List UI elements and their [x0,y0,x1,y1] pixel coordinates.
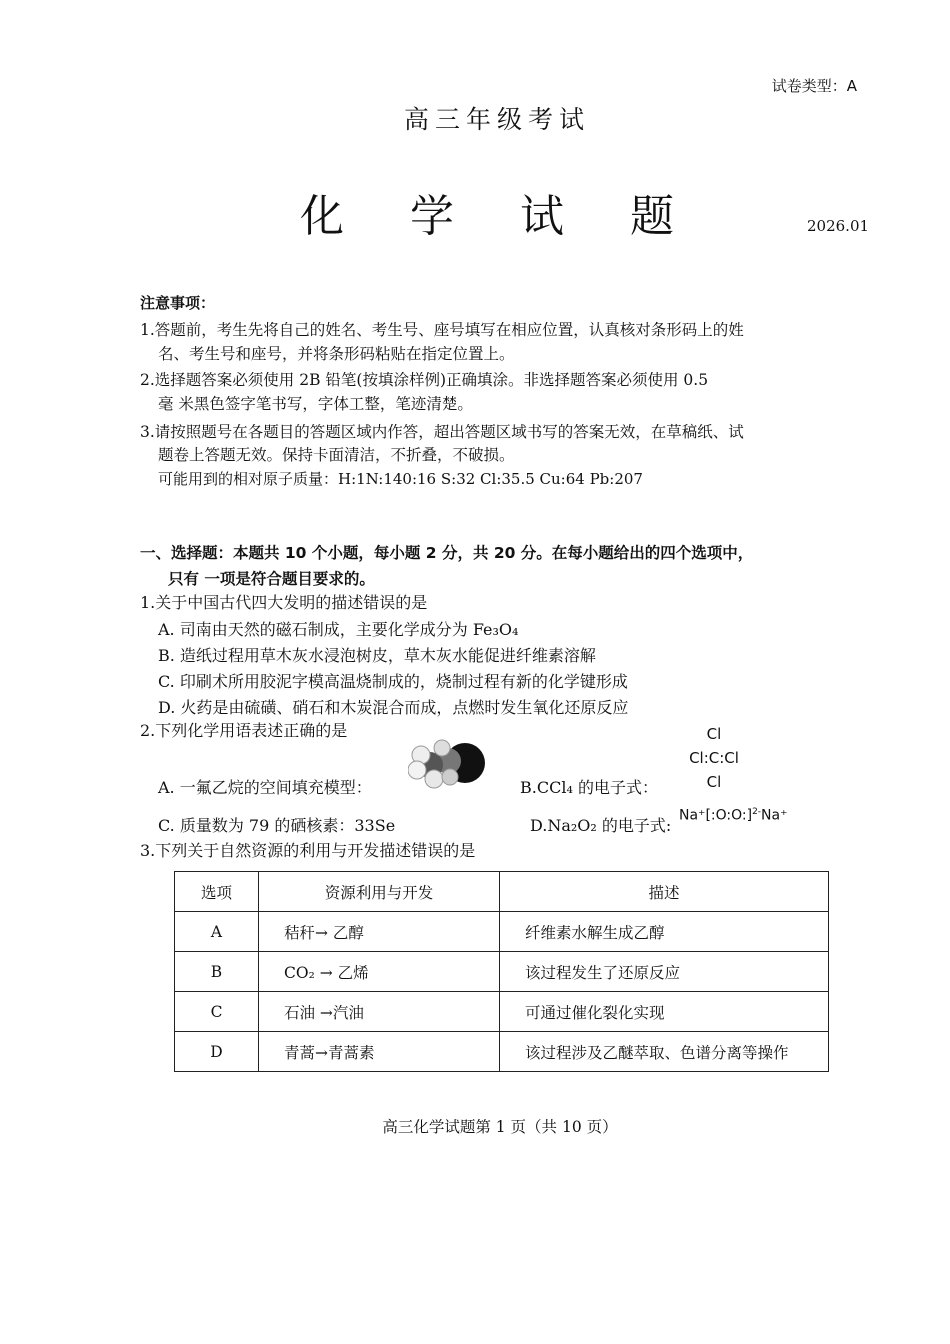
ccl4-top: Cl [706,725,722,743]
ccl4-mid: Cl:C:Cl [689,749,739,767]
table-cell: 可通过催化裂化实现 [500,992,829,1032]
q1-option-a: A. 司南由天然的磁石制成，主要化学成分为 Fe₃O₄ [158,620,519,639]
note-2-line2: 毫 米黑色签字笔书写，字体工整，笔迹清楚。 [158,395,473,413]
na2o2-left: Na⁺[:O:O:] [679,807,753,824]
table-cell: C [175,992,259,1032]
note-3-line2: 题卷上答题无效。保持卡面清洁，不折叠，不破损。 [158,446,515,464]
table-cell: D [175,1032,259,1072]
q2-option-b: B.CCl₄ 的电子式： [520,778,658,797]
table-cell: 青蒿→青蒿素 [259,1032,500,1072]
note-1-line1: 1.答题前，考生先将自己的姓名、考生号、座号填写在相应位置，认真核对条形码上的姓 [140,321,744,339]
q3-table [174,871,829,1072]
ccl4-electron-formula [674,722,754,794]
q2-option-c: C. 质量数为 79 的硒核素：33Se [158,816,396,835]
table-cell: B [175,952,259,992]
table-header-row [175,872,829,912]
q1-option-c: C. 印刷术所用胶泥字模高温烧制成的，烧制过程有新的化学键形成 [158,672,628,691]
table-row [175,992,829,1032]
q1-stem: 1.关于中国古代四大发明的描述错误的是 [140,593,428,612]
fluoroethane-model-image [408,737,488,791]
note-3-line1: 3.请按照题号在各题目的答题区域内作答，超出答题区域书写的答案无效，在草稿纸、试 [140,423,744,441]
note-1-line2: 名、考生号和座号，并将条形码粘贴在指定位置上。 [158,345,515,363]
paper-type: 试卷类型：A [771,77,857,95]
table-cell: 秸秆→ 乙醇 [259,912,500,952]
table-row [175,952,829,992]
section-heading-line1: 一、选择题：本题共 10 个小题，每小题 2 分，共 20 分。在每小题给出的四个选项中， [140,544,754,562]
table-cell: CO₂ → 乙烯 [259,952,500,992]
page-footer: 高三化学试题第 1 页（共 10 页） [382,1118,618,1136]
table-cell: 石油 →汽油 [259,992,500,1032]
table-row [175,1032,829,1072]
ccl4-bottom: Cl [706,773,722,791]
na2o2-electron-formula [679,807,788,824]
note-2-line1: 2.选择题答案必须使用 2B 铅笔(按填涂样例)正确填涂。非选择题答案必须使用 0.5 [140,371,709,389]
q3-stem: 3.下列关于自然资源的利用与开发描述错误的是 [140,841,476,860]
notes-heading: 注意事项： [140,294,216,312]
table-cell: A [175,912,259,952]
atomic-masses: 可能用到的相对原子质量：H:1N:140:16 S:32 Cl:35.5 Cu:64 Pb:207 [158,470,643,488]
page-title: 化 学 试 题 [300,191,700,242]
exam-subtitle: 高三年级考试 [403,105,590,134]
table-header: 资源利用与开发 [259,872,500,912]
table-cell: 纤维素水解生成乙醇 [500,912,829,952]
q2-option-d: D.Na₂O₂ 的电子式: [530,816,672,835]
q1-option-d: D. 火药是由硫磺、硝石和木炭混合而成，点燃时发生氧化还原反应 [158,698,629,717]
section-heading [140,540,753,592]
table-header: 描述 [500,872,829,912]
table-cell: 该过程涉及乙醚萃取、色谱分离等操作 [500,1032,829,1072]
na2o2-right: Na⁺ [761,807,788,824]
q2-stem: 2.下列化学用语表述正确的是 [140,721,348,740]
na2o2-charge: 2- [752,807,762,817]
table-row [175,912,829,952]
q2-option-a: A. 一氟乙烷的空间填充模型： [158,778,372,797]
q1-option-b: B. 造纸过程用草木灰水浸泡树皮，草木灰水能促进纤维素溶解 [158,646,596,665]
table-cell: 该过程发生了还原反应 [500,952,829,992]
exam-date: 2026.01 [807,217,870,235]
section-heading-line2: 只有 一项是符合题目要求的。 [168,570,375,588]
table-header: 选项 [175,872,259,912]
